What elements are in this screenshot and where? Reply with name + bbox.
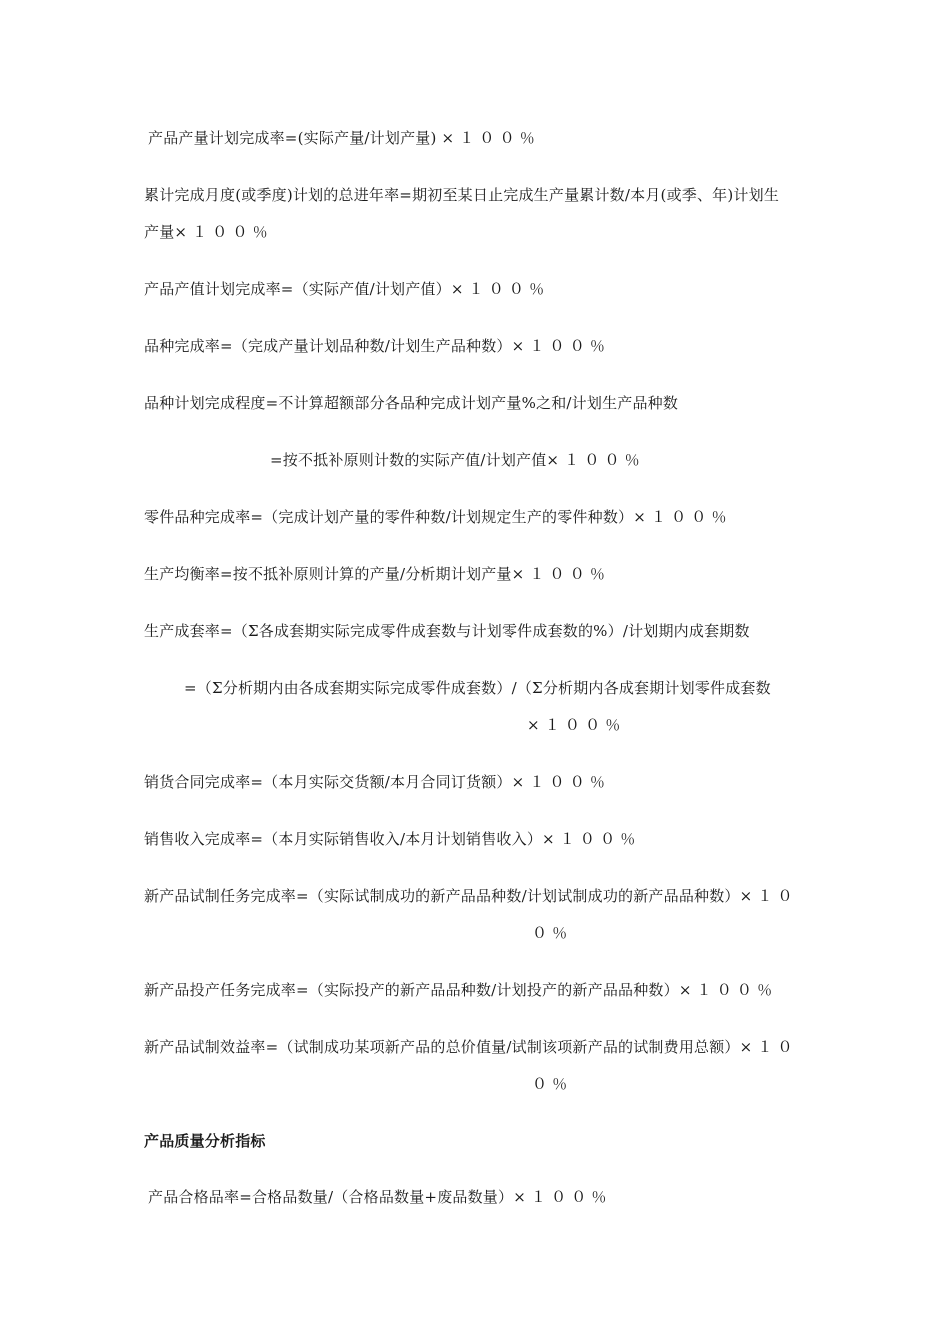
formula-variety-degree-line1: 品种计划完成程度=不计算超额部分各品种完成计划产量%之和/计划生产品种数: [144, 394, 679, 412]
formula-variety-rate: 品种完成率=（完成产量计划品种数/计划生产品种数）× １ ０ ０ ％: [144, 337, 606, 355]
formula-new-product-trial-line2: ０ ％: [532, 924, 568, 942]
formula-sales-contract-rate: 销货合同完成率=（本月实际交货额/本月合同订货额）× １ ０ ０ ％: [144, 773, 606, 791]
formula-new-product-benefit-line2: ０ ％: [532, 1075, 568, 1093]
formula-parts-variety-rate: 零件品种完成率=（完成计划产量的零件种数/计划规定生产的零件种数）× １ ０ ０ ％: [144, 508, 727, 526]
formula-variety-degree-line2: =按不抵补原则计数的实际产值/计划产值× １ ０ ０ ％: [270, 451, 640, 469]
formula-pass-rate: 产品合格品率=合格品数量/（合格品数量+废品数量）× １ ０ ０ ％: [148, 1188, 607, 1206]
formula-sales-income-rate: 销售收入完成率=（本月实际销售收入/本月计划销售收入）× １ ０ ０ ％: [144, 830, 636, 848]
formula-new-product-trial-line1: 新产品试制任务完成率=（实际试制成功的新产品品种数/计划试制成功的新产品品种数）× １ ０: [144, 887, 793, 905]
formula-new-product-launch: 新产品投产任务完成率=（实际投产的新产品品种数/计划投产的新产品品种数）× １ ０ ０ ％: [144, 981, 773, 999]
formula-cumulative-progress-line2: 产量× １ ０ ０ ％: [144, 223, 268, 241]
formula-new-product-benefit-line1: 新产品试制效益率=（试制成功某项新产品的总价值量/试制该项新产品的试制费用总额）× １ ０: [144, 1038, 793, 1056]
formula-set-completion-line2: =（Σ分析期内由各成套期实际完成零件成套数）/（Σ分析期内各成套期计划零件成套数: [184, 679, 771, 697]
formula-output-plan-rate: 产品产量计划完成率=(实际产量/计划产量) × １ ０ ０ ％: [148, 129, 535, 147]
formula-production-balance-rate: 生产均衡率=按不抵补原则计算的产量/分析期计划产量× １ ０ ０ ％: [144, 565, 606, 583]
formula-set-completion-line3: × １ ０ ０ ％: [527, 716, 621, 734]
formula-output-value-rate: 产品产值计划完成率=（实际产值/计划产值）× １ ０ ０ ％: [144, 280, 545, 298]
formula-set-completion-line1: 生产成套率=（Σ各成套期实际完成零件成套数与计划零件成套数的%）/计划期内成套期数: [144, 622, 750, 640]
formula-cumulative-progress-line1: 累计完成月度(或季度)计划的总进年率=期初至某日止完成生产量累计数/本月(或季、年)计划生: [144, 186, 780, 204]
section-heading: 产品质量分析指标: [144, 1132, 266, 1150]
